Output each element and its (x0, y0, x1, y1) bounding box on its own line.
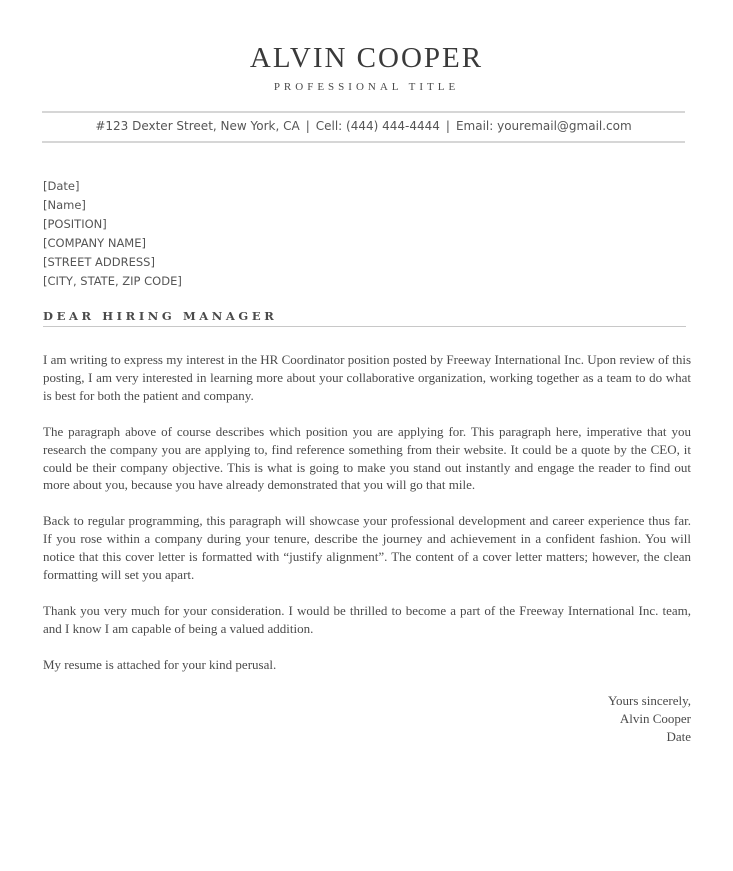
body-paragraph: I am writing to express my interest in the HR Coordinator position posted by Freeway International Inc. Upon review of this posting, I am very interested in learning more about your collaborative organization, working together as a team to do what is best for both the patient and company. (43, 352, 691, 403)
body-paragraph: Thank you very much for your consideration. I would be thrilled to become a part of the Freeway International Inc. team, and I know I am capable of being a valued addition. (43, 602, 691, 636)
letter-body (43, 351, 691, 692)
contact-line (42, 119, 685, 134)
body-paragraph: My resume is attached for your kind perusal. (43, 656, 277, 672)
contact-separator: | (445, 119, 450, 133)
contact-email: Email: youremail@gmail.com (455, 119, 632, 133)
recipient-position: [POSITION] (43, 216, 107, 231)
recipient-date: [Date] (43, 179, 80, 193)
contact-cell: Cell: (444) 444-4444 (315, 119, 440, 133)
signoff-closing: Yours sincerely, (607, 693, 691, 708)
salutation-divider (43, 326, 686, 327)
signoff-block (608, 692, 691, 746)
contact-separator: | (305, 119, 310, 133)
recipient-block (43, 177, 182, 290)
body-paragraph: The paragraph above of course describes which position you are applying for. This paragraph here, imperative that you research the company you are applying to, find reference something from their website. It could be a quote by the CEO, it could be their company objective. This is what is going to make you stand out instantly and engage the reader to find out more about you, because you have already demonstrated that you will go that mile. (43, 423, 691, 493)
recipient-company: [COMPANY NAME] (43, 235, 146, 250)
body-paragraph: Back to regular programming, this paragraph will showcase your professional development and career experience thus far. If you rose within a company during your tenure, describe the journey and achievement in a confident fashion. You will notice that this cover letter is formatted with “justify alignment”. The content of a cover letter matters; however, the clean formatting will set you apart. (43, 513, 691, 583)
professional-title: PROFESSIONAL TITLE (273, 81, 460, 93)
contact-address: #123 Dexter Street, New York, CA (95, 119, 300, 133)
signoff-date: Date (666, 728, 691, 744)
recipient-street: [STREET ADDRESS] (43, 254, 155, 269)
recipient-name: [Name] (43, 197, 86, 212)
signoff-name: Alvin Cooper (619, 710, 691, 726)
recipient-city: [CITY, STATE, ZIP CODE] (43, 273, 182, 288)
salutation-heading: DEAR HIRING MANAGER (43, 309, 278, 323)
applicant-name: ALVIN COOPER (249, 42, 484, 74)
